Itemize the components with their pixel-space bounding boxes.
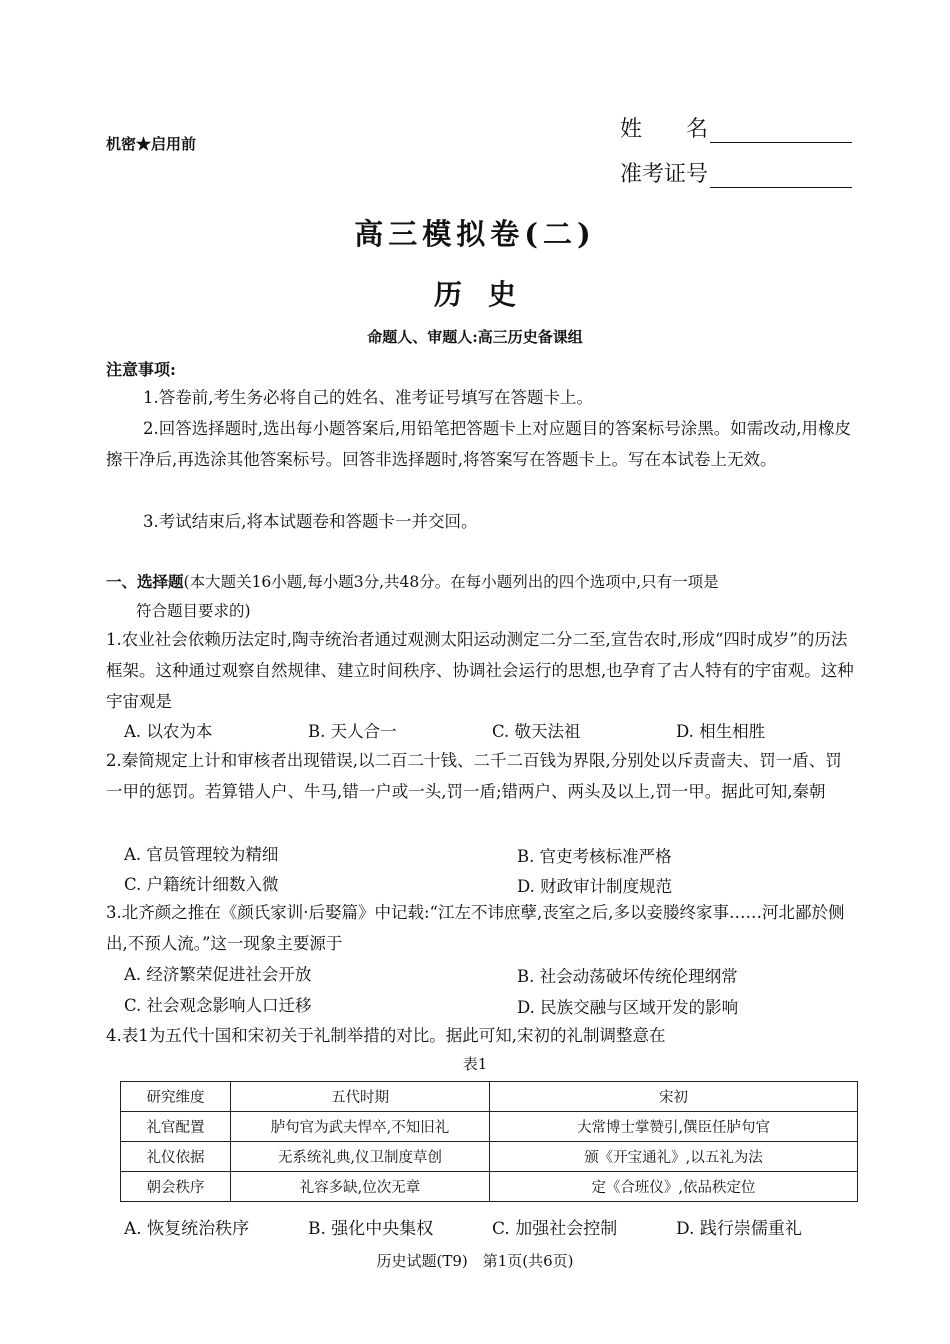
subject-title: 历史 bbox=[433, 278, 542, 311]
question-2-option-d: D. 财政审计制度规范 bbox=[517, 877, 673, 896]
table-row bbox=[121, 1112, 858, 1142]
question-2-option-a: A. 官员管理较为精细 bbox=[124, 845, 279, 864]
question-1-option-c: C. 敬天法祖 bbox=[492, 722, 581, 741]
table-cell: 定《合班仪》,依品秩定位 bbox=[490, 1172, 858, 1202]
question-1-options bbox=[124, 718, 860, 742]
name-field bbox=[620, 112, 852, 143]
name-label: 姓 名 bbox=[620, 117, 709, 142]
question-2-option-c: C. 户籍统计细数入微 bbox=[124, 875, 279, 894]
question-2-option-b: B. 官吏考核标准严格 bbox=[517, 847, 672, 866]
question-4-options bbox=[124, 1214, 860, 1239]
question-1-option-a: A. 以农为本 bbox=[124, 722, 213, 741]
table-cell: 朝会秩序 bbox=[121, 1172, 231, 1202]
notice-heading: 注意事项: bbox=[106, 360, 176, 379]
exam-id-field bbox=[620, 157, 852, 188]
section-1-desc-line1: (本大题关16小题,每小题3分,共48分。在每小题列出的四个选项中,只有一项是 bbox=[183, 573, 719, 591]
question-4-option-a: A. 恢复统治秩序 bbox=[124, 1219, 250, 1239]
table-row bbox=[121, 1172, 858, 1202]
question-3-option-a: A. 经济繁荣促进社会开放 bbox=[124, 965, 312, 984]
question-4-stem: 4.表1为五代十国和宋初关于礼制举措的对比。据此可知,宋初的礼制调整意在 bbox=[106, 1026, 666, 1045]
notice-item-3: 3.考试结束后,将本试题卷和答题卡一并交回。 bbox=[143, 512, 478, 531]
section-1-title: 一、选择题 bbox=[106, 572, 184, 591]
page-footer: 历史试题(T9) 第1页(共6页) bbox=[376, 1252, 574, 1270]
notice-item-1: 1.答卷前,考生务必将自己的姓名、准考证号填写在答题卡上。 bbox=[143, 388, 593, 407]
table-cell: 礼仪依据 bbox=[121, 1142, 231, 1172]
exam-id-blank-line bbox=[710, 165, 852, 188]
question-4-option-d: D. 践行崇儒重礼 bbox=[676, 1219, 802, 1239]
section-1-desc-line2: 符合题目要求的) bbox=[136, 602, 251, 620]
table-1-caption: 表1 bbox=[462, 1055, 488, 1073]
question-1-option-d: D. 相生相胜 bbox=[676, 722, 766, 741]
name-blank-line bbox=[710, 120, 852, 143]
question-1-option-b: B. 天人合一 bbox=[308, 722, 397, 741]
question-3-option-b: B. 社会动荡破坏传统伦理纲常 bbox=[517, 967, 738, 986]
table-row bbox=[121, 1142, 858, 1172]
question-3-option-d: D. 民族交融与区域开发的影响 bbox=[517, 998, 739, 1017]
table-cell: 颁《开宝通礼》,以五礼为法 bbox=[490, 1142, 858, 1172]
question-4-option-c: C. 加强社会控制 bbox=[492, 1219, 618, 1239]
question-2-stem: 2.秦简规定上计和审核者出现错误,以二百二十钱、二千二百钱为界限,分别处以斥责啬夫、罚一盾、罚一甲的惩罚。若算错人户、牛马,错一户或一头,罚一盾;错两户、两头及以上,罚一甲。据此可知,秦朝 bbox=[106, 751, 842, 801]
table-cell: 大常博士掌赞引,僎臣任胪句官 bbox=[490, 1112, 858, 1142]
table-header-cell: 五代时期 bbox=[231, 1082, 490, 1112]
table-header-cell: 研究维度 bbox=[121, 1082, 231, 1112]
table-cell: 礼容多缺,位次无章 bbox=[231, 1172, 490, 1202]
confidential-label: 机密★启用前 bbox=[106, 135, 197, 153]
section-1-heading bbox=[106, 567, 862, 626]
table-cell: 礼官配置 bbox=[121, 1112, 231, 1142]
table-cell: 无系统礼典,仪卫制度草创 bbox=[231, 1142, 490, 1172]
question-3-option-c: C. 社会观念影响人口迁移 bbox=[124, 996, 312, 1015]
question-4-option-b: B. 强化中央集权 bbox=[308, 1219, 434, 1239]
exam-title: 高三模拟卷(二) bbox=[354, 217, 596, 251]
table-header-row bbox=[121, 1082, 858, 1112]
notice-item-2: 2.回答选择题时,选出每小题答案后,用铅笔把答题卡上对应题目的答案标号涂黑。如需改动,用橡皮擦干净后,再选涂其他答案标号。回答非选择题时,将答案写在答题卡上。写在本试卷上无效。 bbox=[106, 419, 851, 469]
table-cell: 胪句官为武夫悍卒,不知旧礼 bbox=[231, 1112, 490, 1142]
table-header-cell: 宋初 bbox=[490, 1082, 858, 1112]
exam-id-label: 准考证号 bbox=[620, 162, 709, 187]
question-3-stem: 3.北齐颜之推在《颜氏家训·后娶篇》中记载:“江左不讳庶孽,丧室之后,多以妾媵终家事……河北鄙於侧出,不预人流。”这一现象主要源于 bbox=[106, 903, 845, 953]
question-1-stem: 1.农业社会依赖历法定时,陶寺统治者通过观测太阳运动测定二分二至,宣告农时,形成“四时成岁”的历法框架。这种通过观察自然规律、建立时间秩序、协调社会运行的思想,也孕育了古人特有的宇宙观。这种宇宙观是 bbox=[106, 630, 854, 711]
table-1 bbox=[120, 1081, 858, 1202]
authors-line: 命题人、审题人:高三历史备课组 bbox=[367, 328, 583, 346]
